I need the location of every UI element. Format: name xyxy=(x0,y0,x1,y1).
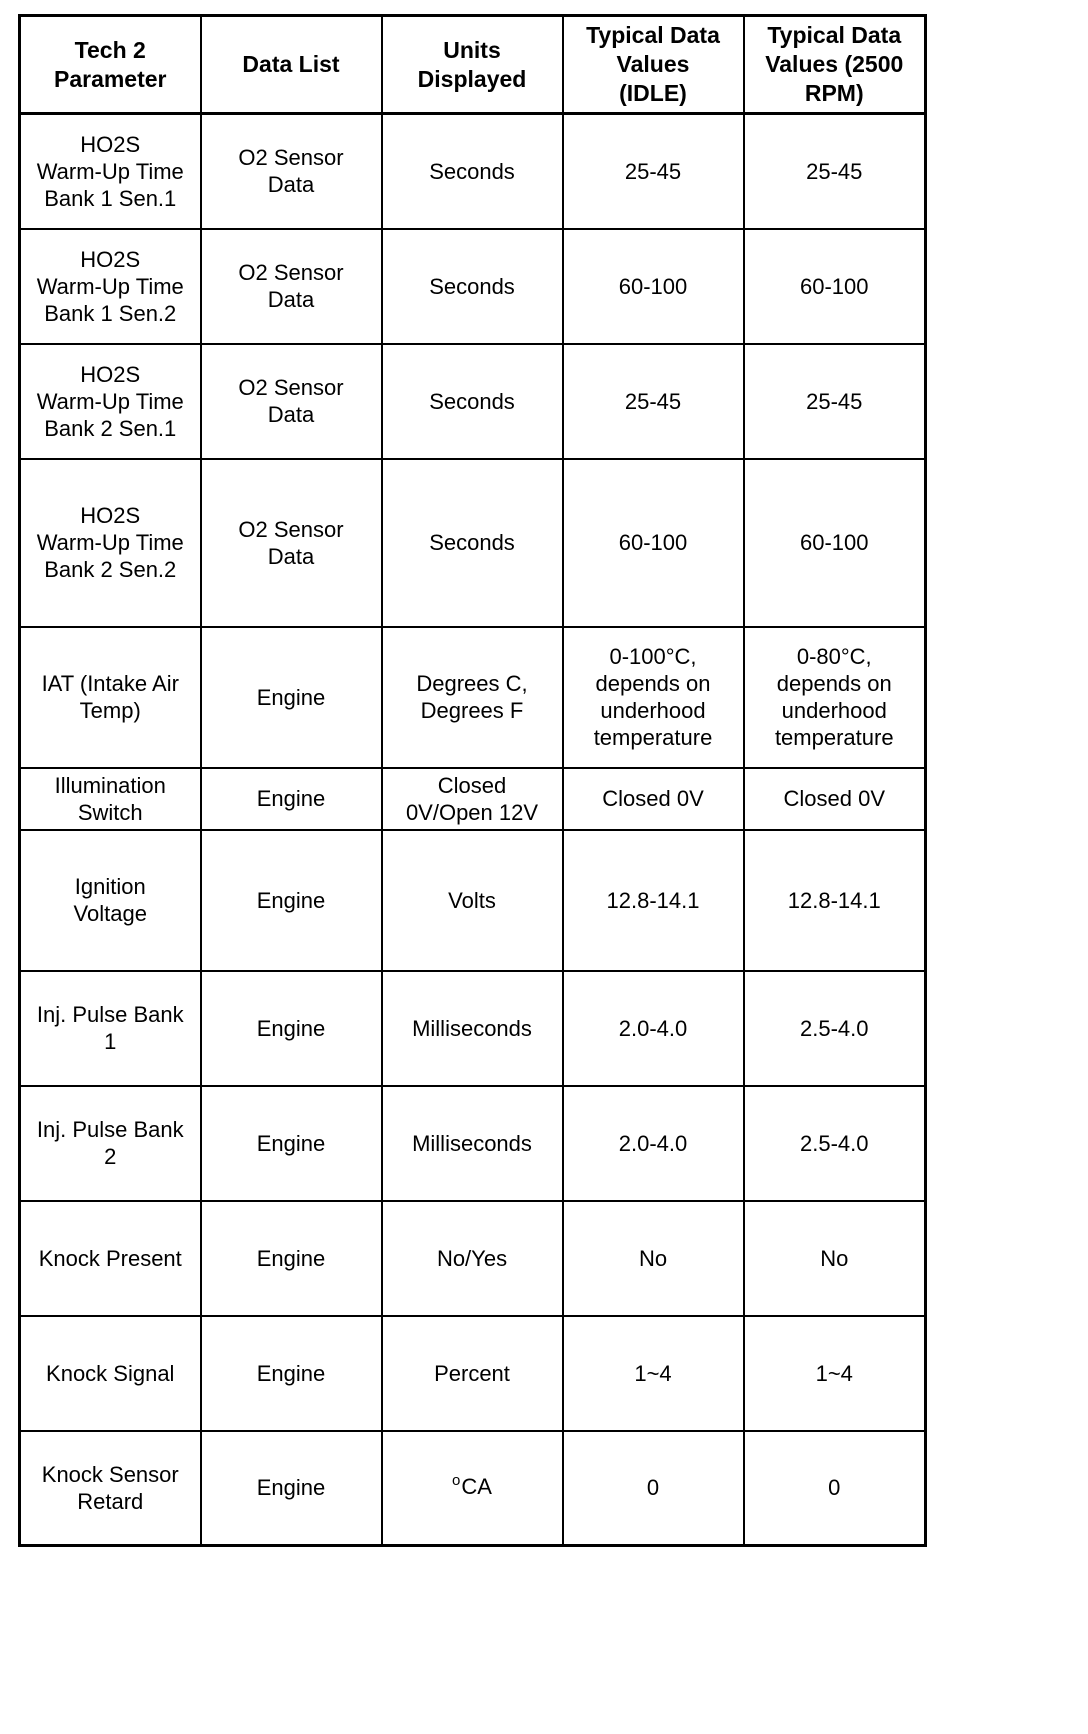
cell-parameter: Knock Present xyxy=(20,1201,201,1316)
table-row xyxy=(20,1201,926,1316)
table-row xyxy=(20,459,926,627)
cell-units: Percent xyxy=(382,1316,563,1431)
table-row xyxy=(20,627,926,768)
cell-units: Volts xyxy=(382,830,563,971)
cell-units: Seconds xyxy=(382,114,563,229)
cell-data-list: O2 Sensor Data xyxy=(201,459,382,627)
cell-2500rpm-value: 60-100 xyxy=(744,459,926,627)
cell-parameter: Knock Sensor Retard xyxy=(20,1431,201,1546)
cell-data-list: Engine xyxy=(201,1316,382,1431)
cell-units: No/Yes xyxy=(382,1201,563,1316)
table-row xyxy=(20,768,926,830)
cell-units: Milliseconds xyxy=(382,1086,563,1201)
parameter-data-table xyxy=(18,14,927,1547)
cell-idle-value: 0 xyxy=(563,1431,744,1546)
cell-data-list: Engine xyxy=(201,971,382,1086)
cell-data-list: O2 Sensor Data xyxy=(201,229,382,344)
cell-idle-value: 12.8-14.1 xyxy=(563,830,744,971)
cell-data-list: Engine xyxy=(201,1431,382,1546)
table-row xyxy=(20,229,926,344)
cell-data-list: Engine xyxy=(201,1201,382,1316)
cell-2500rpm-value: No xyxy=(744,1201,926,1316)
cell-idle-value: No xyxy=(563,1201,744,1316)
cell-2500rpm-value: 25-45 xyxy=(744,344,926,459)
cell-parameter: HO2S Warm-Up Time Bank 2 Sen.2 xyxy=(20,459,201,627)
cell-data-list: Engine xyxy=(201,768,382,830)
cell-units: Degrees C, Degrees F xyxy=(382,627,563,768)
cell-parameter: IAT (Intake Air Temp) xyxy=(20,627,201,768)
cell-parameter: Knock Signal xyxy=(20,1316,201,1431)
header-data-list: Data List xyxy=(201,16,382,114)
cell-idle-value: 25-45 xyxy=(563,114,744,229)
cell-parameter: Inj. Pulse Bank 2 xyxy=(20,1086,201,1201)
cell-data-list: Engine xyxy=(201,830,382,971)
header-typical-2500rpm: Typical Data Values (2500 RPM) xyxy=(744,16,926,114)
cell-data-list: O2 Sensor Data xyxy=(201,114,382,229)
cell-2500rpm-value: 12.8-14.1 xyxy=(744,830,926,971)
cell-units: Seconds xyxy=(382,344,563,459)
cell-idle-value: 2.0-4.0 xyxy=(563,971,744,1086)
cell-idle-value: 60-100 xyxy=(563,459,744,627)
cell-data-list: Engine xyxy=(201,1086,382,1201)
cell-parameter: HO2S Warm-Up Time Bank 2 Sen.1 xyxy=(20,344,201,459)
cell-units: $^o$CA xyxy=(382,1431,563,1546)
cell-units: Milliseconds xyxy=(382,971,563,1086)
table-row xyxy=(20,1086,926,1201)
header-tech2-parameter: Tech 2 Parameter xyxy=(20,16,201,114)
cell-2500rpm-value: 0-80°C, depends on underhood temperature xyxy=(744,627,926,768)
cell-2500rpm-value: 25-45 xyxy=(744,114,926,229)
cell-data-list: O2 Sensor Data xyxy=(201,344,382,459)
cell-parameter: Illumination Switch xyxy=(20,768,201,830)
table-row xyxy=(20,830,926,971)
cell-2500rpm-value: Closed 0V xyxy=(744,768,926,830)
header-units-displayed: Units Displayed xyxy=(382,16,563,114)
table-row xyxy=(20,1316,926,1431)
cell-idle-value: 25-45 xyxy=(563,344,744,459)
cell-2500rpm-value: 1~4 xyxy=(744,1316,926,1431)
table-row xyxy=(20,344,926,459)
cell-parameter: Inj. Pulse Bank 1 xyxy=(20,971,201,1086)
cell-2500rpm-value: 2.5-4.0 xyxy=(744,971,926,1086)
table-row xyxy=(20,971,926,1086)
header-row xyxy=(20,16,926,114)
cell-parameter: HO2S Warm-Up Time Bank 1 Sen.2 xyxy=(20,229,201,344)
cell-units: Seconds xyxy=(382,229,563,344)
cell-units: Closed 0V/Open 12V xyxy=(382,768,563,830)
cell-parameter: HO2S Warm-Up Time Bank 1 Sen.1 xyxy=(20,114,201,229)
cell-units: Seconds xyxy=(382,459,563,627)
cell-parameter: Ignition Voltage xyxy=(20,830,201,971)
cell-2500rpm-value: 2.5-4.0 xyxy=(744,1086,926,1201)
table-row xyxy=(20,114,926,229)
cell-idle-value: 1~4 xyxy=(563,1316,744,1431)
cell-idle-value: Closed 0V xyxy=(563,768,744,830)
table-row xyxy=(20,1431,926,1546)
cell-data-list: Engine xyxy=(201,627,382,768)
cell-2500rpm-value: 60-100 xyxy=(744,229,926,344)
cell-idle-value: 0-100°C, depends on underhood temperature xyxy=(563,627,744,768)
cell-2500rpm-value: 0 xyxy=(744,1431,926,1546)
header-typical-idle: Typical Data Values (IDLE) xyxy=(563,16,744,114)
cell-idle-value: 60-100 xyxy=(563,229,744,344)
degree-superscript: o xyxy=(452,1471,461,1489)
cell-idle-value: 2.0-4.0 xyxy=(563,1086,744,1201)
